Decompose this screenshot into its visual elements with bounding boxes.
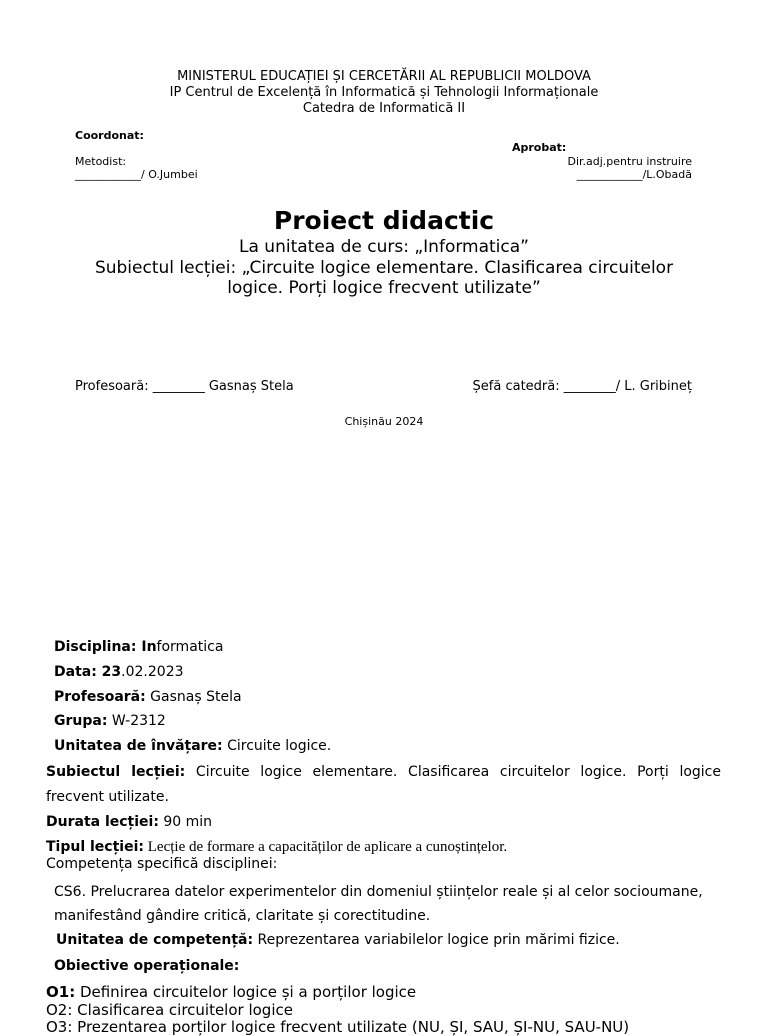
objective-item (46, 1018, 629, 1036)
unitatea-competenta-label: Unitatea de competență: (56, 932, 254, 948)
disciplina-label: Disciplina: In (54, 639, 157, 655)
department-name: Catedra de Informatică II (302, 101, 466, 116)
objective-code: O1: (46, 983, 76, 1001)
grupa-field (54, 713, 166, 729)
subject-line-2: logice. Porți logice frecvent utilizate” (227, 278, 541, 298)
cs6-line-2: manifestând gândire critică, claritate și corectitudine. (54, 908, 431, 924)
subiectul-field-line2: frecvent utilizate. (46, 789, 169, 805)
grupa-value: W-2312 (107, 713, 166, 729)
tipul-label: Tipul lecției: (46, 839, 144, 855)
obiective-label: Obiective operaționale: (54, 958, 240, 974)
data-value: .02.2023 (121, 664, 184, 680)
place-date: Chișinău 2024 (344, 415, 424, 428)
objective-code: O2: (46, 1001, 73, 1019)
profesoara-label: Profesoară: (54, 689, 146, 705)
unitatea-field (54, 738, 331, 754)
durata-value: 90 min (158, 814, 213, 830)
profesoara-value: Gasnaș Stela (145, 689, 242, 705)
metodist-label: Metodist: (75, 155, 127, 168)
director-signature: ____________/L.Obadă (576, 168, 692, 181)
objective-item (46, 983, 416, 1001)
unitatea-competenta-field (56, 932, 620, 948)
metodist-signature: ____________/ O.Jumbei (75, 168, 198, 181)
durata-field (46, 814, 212, 830)
subiectul-value-1: Circuite logice elementare. Clasificarea circuitelor logice. Porți logice (185, 764, 721, 780)
institution-name: IP Centrul de Excelență în Informatică și Tehnologii Informaționale (169, 85, 599, 100)
subiectul-field-line1 (46, 764, 721, 780)
unitatea-competenta-value: Reprezentarea variabilelor logice prin mărimi fizice. (253, 932, 620, 948)
ministry-name: MINISTERUL EDUCAȚIEI ȘI CERCETĂRII AL REPUBLICII MOLDOVA (177, 69, 591, 84)
unitatea-value: Circuite logice. (222, 738, 332, 754)
teacher-signature: Profesoară: ________ Gasnaș Stela (75, 379, 294, 394)
aprobat-label: Aprobat: (512, 141, 567, 154)
disciplina-field (54, 639, 223, 655)
head-signature: Șefă catedră: ________/ L. Gribineț (472, 379, 692, 394)
data-label: Data: 23 (54, 664, 122, 680)
disciplina-value: formatica (156, 639, 224, 655)
data-field (54, 664, 184, 680)
objective-text: Definirea circuitelor logice și a porților logice (75, 983, 417, 1001)
subject-line-1: Subiectul lecției: „Circuite logice elementare. Clasificarea circuitelor (94, 258, 674, 278)
objective-code: O3: (46, 1018, 73, 1036)
subiectul-label: Subiectul lecției: (46, 764, 186, 780)
unitatea-label: Unitatea de învățare: (54, 738, 223, 754)
course-line: La unitatea de curs: „Informatica” (239, 237, 529, 257)
document-title: Proiect didactic (273, 206, 495, 235)
grupa-label: Grupa: (54, 713, 108, 729)
obiective-heading (54, 958, 239, 974)
objective-text: Prezentarea porților logice frecvent utilizate (NU, ȘI, SAU, ȘI-NU, SAU-NU) (72, 1018, 630, 1036)
profesoara-field (54, 689, 242, 705)
objective-item (46, 1001, 293, 1019)
competenta-heading: Competența specifică disciplinei: (46, 856, 278, 872)
tipul-value: Lecție de formare a capacităților de aplicare a cunoștințelor. (144, 839, 508, 855)
tipul-field (46, 839, 507, 856)
director-label: Dir.adj.pentru instruire (567, 155, 692, 168)
coordonat-label: Coordonat: (75, 129, 144, 142)
durata-label: Durata lecției: (46, 814, 159, 830)
cs6-line-1: CS6. Prelucrarea datelor experimentelor din domeniul științelor reale și al celor socioumane, (54, 884, 703, 900)
objective-text: Clasificarea circuitelor logice (72, 1001, 293, 1019)
